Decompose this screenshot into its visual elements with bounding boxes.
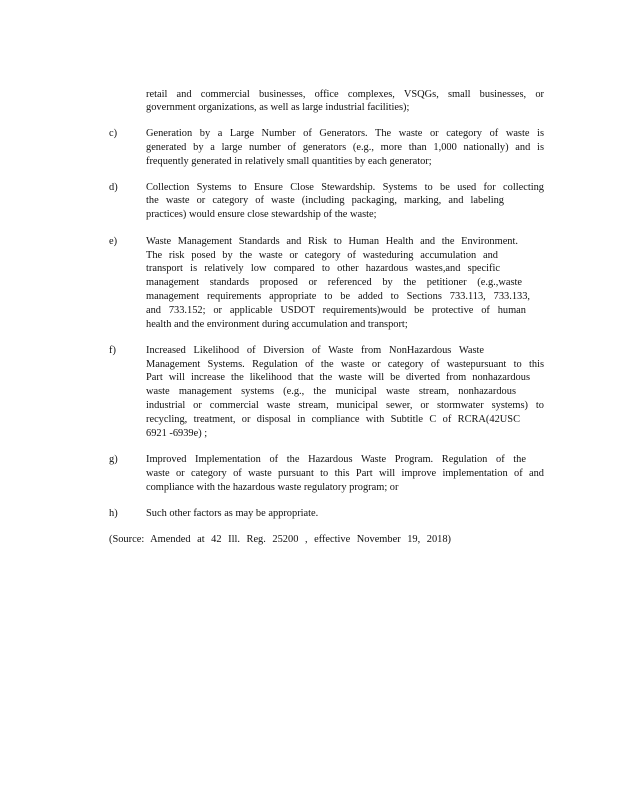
item-c-line: frequently generated in relatively small quantities by each generator; (146, 156, 432, 167)
item-f-line: waste management systems (e.g., the municipal waste stream, nonhazardous (146, 386, 516, 397)
item-e-line: management requirements appropriate to be added to Sections 733.113, 733.133, (146, 291, 530, 302)
item-letter-h: h) (109, 508, 118, 519)
item-c-line: generated by a large number of generators (e.g., more than 1,000 nationally) and is (146, 142, 544, 153)
item-g-line: compliance with the hazardous waste regulatory program; or (146, 482, 399, 493)
item-f-line: recycling, treatment, or disposal in compliance with Subtitle C of RCRA(42USC (146, 414, 520, 425)
item-c-line: Generation by a Large Number of Generators. The waste or category of waste is (146, 128, 544, 139)
item-g-line: waste or category of waste pursuant to this Part will improve implementation of and (146, 468, 544, 479)
continuation-line: government organizations, as well as large industrial facilities); (146, 102, 410, 113)
item-f-line: 6921 -6939e) ; (146, 428, 208, 439)
continuation-line: retail and commercial businesses, office complexes, VSQGs, small businesses, or (146, 89, 544, 100)
item-f-line: Management Systems. Regulation of the waste or category of wastepursuant to this (146, 359, 544, 370)
item-e-line: Waste Management Standards and Risk to Human Health and the Environment. (146, 236, 518, 247)
item-e-line: health and the environment during accumulation and transport; (146, 319, 408, 330)
item-letter-d: d) (109, 182, 118, 193)
item-letter-g: g) (109, 454, 118, 465)
item-d-line: the waste or category of waste (including packaging, marking, and labeling (146, 195, 504, 206)
item-g-line: Improved Implementation of the Hazardous Waste Program. Regulation of the (146, 454, 526, 465)
item-f-line: Increased Likelihood of Diversion of Waste from NonHazardous Waste (146, 345, 484, 356)
item-e-line: and 733.152; or applicable USDOT requirements)would be protective of human (146, 305, 526, 316)
item-e-line: transport is relatively low compared to other hazardous wastes,and specific (146, 263, 500, 274)
item-letter-c: c) (109, 128, 118, 139)
item-e-line: The risk posed by the waste or category of wasteduring accumulation and (146, 250, 498, 261)
item-f-line: Part will increase the likelihood that the waste will be diverted from nonhazardous (146, 372, 530, 383)
item-d-line: practices) would ensure close stewardship of the waste; (146, 209, 377, 220)
item-letter-f: f) (109, 345, 116, 356)
item-h-line: Such other factors as may be appropriate. (146, 508, 319, 519)
source-note: (Source: Amended at 42 Ill. Reg. 25200 , effective November 19, 2018) (109, 534, 451, 545)
item-letter-e: e) (109, 236, 118, 247)
item-e-line: management standards proposed or referenced by the petitioner (e.g.,waste (146, 277, 522, 288)
item-f-line: industrial or commercial waste stream, municipal sewer, or stormwater systems) to (146, 400, 544, 411)
item-d-line: Collection Systems to Ensure Close Stewardship. Systems to be used for collecting (146, 182, 544, 193)
